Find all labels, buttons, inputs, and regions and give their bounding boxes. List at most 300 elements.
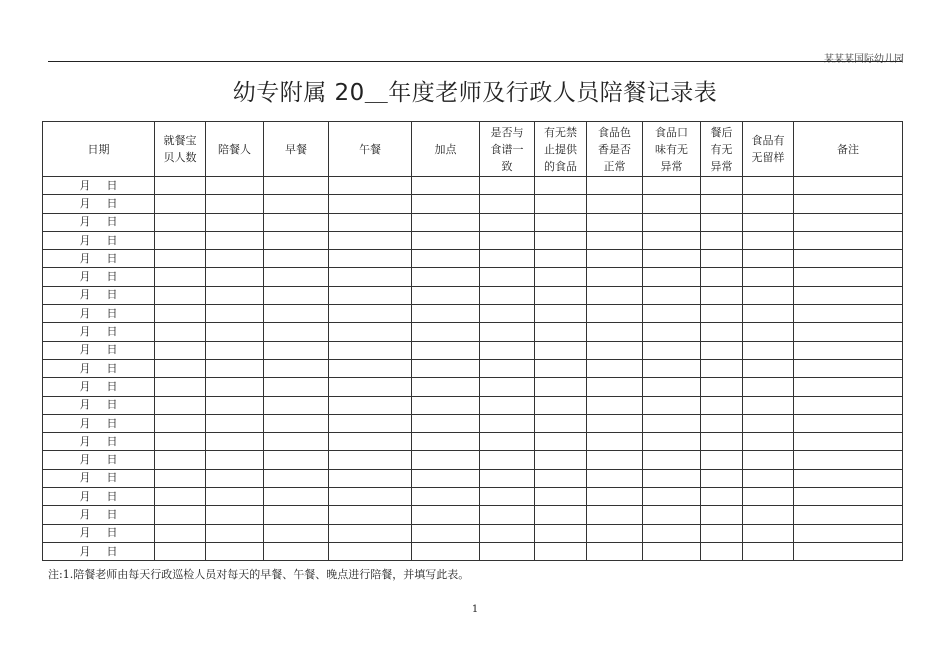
blank-cell[interactable] xyxy=(701,542,743,560)
blank-cell[interactable] xyxy=(412,396,480,414)
blank-cell[interactable] xyxy=(701,305,743,323)
blank-cell[interactable] xyxy=(643,542,701,560)
month-label: 月 xyxy=(79,526,91,540)
blank-cell[interactable] xyxy=(587,341,643,359)
blank-cell[interactable] xyxy=(480,378,535,396)
blank-cell[interactable] xyxy=(701,524,743,542)
blank-cell[interactable] xyxy=(155,195,206,213)
blank-cell[interactable] xyxy=(701,433,743,451)
blank-cell[interactable] xyxy=(412,506,480,524)
blank-cell[interactable] xyxy=(264,177,329,195)
blank-cell[interactable] xyxy=(264,359,329,377)
blank-cell[interactable] xyxy=(587,250,643,268)
blank-cell[interactable] xyxy=(587,469,643,487)
blank-cell[interactable] xyxy=(535,341,587,359)
blank-cell[interactable] xyxy=(794,488,903,506)
blank-cell[interactable] xyxy=(587,286,643,304)
day-label: 日 xyxy=(106,379,118,393)
blank-cell[interactable] xyxy=(794,323,903,341)
blank-cell[interactable] xyxy=(743,195,794,213)
blank-cell[interactable] xyxy=(794,305,903,323)
blank-cell[interactable] xyxy=(701,469,743,487)
blank-cell[interactable] xyxy=(155,250,206,268)
blank-cell[interactable] xyxy=(535,488,587,506)
day-label: 日 xyxy=(106,325,118,339)
blank-cell[interactable] xyxy=(480,524,535,542)
blank-cell[interactable] xyxy=(155,378,206,396)
blank-cell[interactable] xyxy=(206,524,264,542)
blank-cell[interactable] xyxy=(643,506,701,524)
blank-cell[interactable] xyxy=(206,268,264,286)
blank-cell[interactable] xyxy=(743,268,794,286)
blank-cell[interactable] xyxy=(535,305,587,323)
blank-cell[interactable] xyxy=(206,305,264,323)
blank-cell[interactable] xyxy=(264,524,329,542)
blank-cell[interactable] xyxy=(535,378,587,396)
blank-cell[interactable] xyxy=(206,323,264,341)
month-label: 月 xyxy=(79,416,91,430)
blank-cell[interactable] xyxy=(480,213,535,231)
blank-cell[interactable] xyxy=(643,195,701,213)
blank-cell[interactable] xyxy=(701,177,743,195)
blank-cell[interactable] xyxy=(743,469,794,487)
blank-cell[interactable] xyxy=(206,213,264,231)
blank-cell[interactable] xyxy=(480,542,535,560)
blank-cell[interactable] xyxy=(743,542,794,560)
blank-cell[interactable] xyxy=(155,396,206,414)
blank-cell[interactable] xyxy=(206,341,264,359)
table-row xyxy=(43,268,903,286)
blank-cell[interactable] xyxy=(701,378,743,396)
blank-cell[interactable] xyxy=(155,177,206,195)
blank-cell[interactable] xyxy=(412,268,480,286)
blank-cell[interactable] xyxy=(329,469,412,487)
blank-cell[interactable] xyxy=(206,414,264,432)
day-label: 日 xyxy=(106,544,118,558)
date-cell xyxy=(43,250,155,268)
blank-cell[interactable] xyxy=(480,359,535,377)
blank-cell[interactable] xyxy=(412,524,480,542)
table-row xyxy=(43,506,903,524)
blank-cell[interactable] xyxy=(155,213,206,231)
blank-cell[interactable] xyxy=(701,488,743,506)
blank-cell[interactable] xyxy=(412,250,480,268)
blank-cell[interactable] xyxy=(329,488,412,506)
blank-cell[interactable] xyxy=(264,213,329,231)
blank-cell[interactable] xyxy=(587,213,643,231)
month-label: 月 xyxy=(79,361,91,375)
blank-cell[interactable] xyxy=(794,433,903,451)
blank-cell[interactable] xyxy=(587,396,643,414)
blank-cell[interactable] xyxy=(329,378,412,396)
blank-cell[interactable] xyxy=(155,469,206,487)
blank-cell[interactable] xyxy=(264,195,329,213)
blank-cell[interactable] xyxy=(587,359,643,377)
blank-cell[interactable] xyxy=(412,341,480,359)
blank-cell[interactable] xyxy=(587,231,643,249)
table-header-row xyxy=(43,122,903,177)
blank-cell[interactable] xyxy=(264,305,329,323)
blank-cell[interactable] xyxy=(743,177,794,195)
blank-cell[interactable] xyxy=(535,542,587,560)
blank-cell[interactable] xyxy=(155,286,206,304)
blank-cell[interactable] xyxy=(743,250,794,268)
blank-cell[interactable] xyxy=(206,195,264,213)
col-matches-menu xyxy=(480,122,535,177)
month-label: 月 xyxy=(79,178,91,192)
date-cell xyxy=(43,469,155,487)
blank-cell[interactable] xyxy=(480,433,535,451)
blank-cell[interactable] xyxy=(480,195,535,213)
blank-cell[interactable] xyxy=(643,286,701,304)
blank-cell[interactable] xyxy=(264,323,329,341)
blank-cell[interactable] xyxy=(587,506,643,524)
blank-cell[interactable] xyxy=(206,469,264,487)
blank-cell[interactable] xyxy=(794,213,903,231)
blank-cell[interactable] xyxy=(329,414,412,432)
blank-cell[interactable] xyxy=(743,323,794,341)
blank-cell[interactable] xyxy=(535,506,587,524)
blank-cell[interactable] xyxy=(743,524,794,542)
table-row xyxy=(43,378,903,396)
blank-cell[interactable] xyxy=(264,506,329,524)
blank-cell[interactable] xyxy=(264,396,329,414)
blank-cell[interactable] xyxy=(743,414,794,432)
month-label: 月 xyxy=(79,343,91,357)
blank-cell[interactable] xyxy=(206,177,264,195)
blank-cell[interactable] xyxy=(329,250,412,268)
blank-cell[interactable] xyxy=(643,231,701,249)
blank-cell[interactable] xyxy=(412,542,480,560)
blank-cell[interactable] xyxy=(480,341,535,359)
blank-cell[interactable] xyxy=(412,359,480,377)
blank-cell[interactable] xyxy=(155,451,206,469)
blank-cell[interactable] xyxy=(743,506,794,524)
blank-cell[interactable] xyxy=(264,469,329,487)
blank-cell[interactable] xyxy=(701,341,743,359)
blank-cell[interactable] xyxy=(412,305,480,323)
blank-cell[interactable] xyxy=(701,506,743,524)
page-title: 幼专附属 20＿年度老师及行政人员陪餐记录表 xyxy=(232,80,718,106)
blank-cell[interactable] xyxy=(794,469,903,487)
blank-cell[interactable] xyxy=(587,524,643,542)
blank-cell[interactable] xyxy=(587,433,643,451)
date-cell xyxy=(43,177,155,195)
blank-cell[interactable] xyxy=(412,195,480,213)
blank-cell[interactable] xyxy=(794,177,903,195)
blank-cell[interactable] xyxy=(794,506,903,524)
blank-cell[interactable] xyxy=(480,250,535,268)
table-row xyxy=(43,250,903,268)
blank-cell[interactable] xyxy=(412,177,480,195)
blank-cell[interactable] xyxy=(587,378,643,396)
blank-cell[interactable] xyxy=(587,195,643,213)
blank-cell[interactable] xyxy=(743,231,794,249)
blank-cell[interactable] xyxy=(206,231,264,249)
blank-cell[interactable] xyxy=(412,469,480,487)
blank-cell[interactable] xyxy=(480,396,535,414)
blank-cell[interactable] xyxy=(535,396,587,414)
col-remarks: 备注 xyxy=(794,122,903,177)
blank-cell[interactable] xyxy=(480,414,535,432)
blank-cell[interactable] xyxy=(480,268,535,286)
blank-cell[interactable] xyxy=(412,433,480,451)
blank-cell[interactable] xyxy=(535,414,587,432)
blank-cell[interactable] xyxy=(412,451,480,469)
col-after-meal-label: 餐后有无异常 xyxy=(710,125,733,173)
blank-cell[interactable] xyxy=(587,451,643,469)
blank-cell[interactable] xyxy=(264,341,329,359)
blank-cell[interactable] xyxy=(701,213,743,231)
col-lunch: 午餐 xyxy=(329,122,412,177)
meal-record-table xyxy=(42,121,903,561)
blank-cell[interactable] xyxy=(743,433,794,451)
blank-cell[interactable] xyxy=(329,451,412,469)
blank-cell[interactable] xyxy=(329,359,412,377)
blank-cell[interactable] xyxy=(480,488,535,506)
month-label: 月 xyxy=(79,453,91,467)
blank-cell[interactable] xyxy=(643,524,701,542)
blank-cell[interactable] xyxy=(643,414,701,432)
table-row xyxy=(43,488,903,506)
blank-cell[interactable] xyxy=(587,542,643,560)
blank-cell[interactable] xyxy=(412,213,480,231)
blank-cell[interactable] xyxy=(743,451,794,469)
blank-cell[interactable] xyxy=(206,286,264,304)
day-label: 日 xyxy=(106,507,118,521)
blank-cell[interactable] xyxy=(794,268,903,286)
blank-cell[interactable] xyxy=(206,542,264,560)
blank-cell[interactable] xyxy=(643,341,701,359)
footnote: 注:1.陪餐老师由每天行政巡检人员对每天的早餐、午餐、晚点进行陪餐，并填写此表。 xyxy=(48,568,470,581)
blank-cell[interactable] xyxy=(264,250,329,268)
blank-cell[interactable] xyxy=(743,396,794,414)
blank-cell[interactable] xyxy=(480,177,535,195)
blank-cell[interactable] xyxy=(794,378,903,396)
blank-cell[interactable] xyxy=(535,359,587,377)
blank-cell[interactable] xyxy=(535,286,587,304)
blank-cell[interactable] xyxy=(206,396,264,414)
blank-cell[interactable] xyxy=(155,305,206,323)
blank-cell[interactable] xyxy=(535,250,587,268)
blank-cell[interactable] xyxy=(743,378,794,396)
blank-cell[interactable] xyxy=(794,414,903,432)
blank-cell[interactable] xyxy=(701,268,743,286)
blank-cell[interactable] xyxy=(264,378,329,396)
day-label: 日 xyxy=(106,471,118,485)
blank-cell[interactable] xyxy=(155,488,206,506)
blank-cell[interactable] xyxy=(264,414,329,432)
blank-cell[interactable] xyxy=(701,323,743,341)
blank-cell[interactable] xyxy=(412,286,480,304)
date-cell xyxy=(43,286,155,304)
blank-cell[interactable] xyxy=(480,506,535,524)
blank-cell[interactable] xyxy=(329,177,412,195)
blank-cell[interactable] xyxy=(155,433,206,451)
blank-cell[interactable] xyxy=(412,323,480,341)
blank-cell[interactable] xyxy=(412,488,480,506)
table-row xyxy=(43,414,903,432)
blank-cell[interactable] xyxy=(480,231,535,249)
blank-cell[interactable] xyxy=(643,469,701,487)
blank-cell[interactable] xyxy=(206,250,264,268)
blank-cell[interactable] xyxy=(155,506,206,524)
blank-cell[interactable] xyxy=(412,414,480,432)
blank-cell[interactable] xyxy=(643,359,701,377)
blank-cell[interactable] xyxy=(264,231,329,249)
blank-cell[interactable] xyxy=(643,177,701,195)
blank-cell[interactable] xyxy=(264,286,329,304)
blank-cell[interactable] xyxy=(701,250,743,268)
blank-cell[interactable] xyxy=(206,378,264,396)
blank-cell[interactable] xyxy=(155,231,206,249)
blank-cell[interactable] xyxy=(643,451,701,469)
blank-cell[interactable] xyxy=(643,268,701,286)
table-row xyxy=(43,286,903,304)
blank-cell[interactable] xyxy=(206,506,264,524)
blank-cell[interactable] xyxy=(206,488,264,506)
col-companion: 陪餐人 xyxy=(206,122,264,177)
month-label: 月 xyxy=(79,379,91,393)
blank-cell[interactable] xyxy=(329,506,412,524)
blank-cell[interactable] xyxy=(329,542,412,560)
blank-cell[interactable] xyxy=(587,414,643,432)
day-label: 日 xyxy=(106,233,118,247)
blank-cell[interactable] xyxy=(155,323,206,341)
blank-cell[interactable] xyxy=(264,542,329,560)
blank-cell[interactable] xyxy=(155,268,206,286)
blank-cell[interactable] xyxy=(701,195,743,213)
date-cell xyxy=(43,414,155,432)
blank-cell[interactable] xyxy=(155,341,206,359)
blank-cell[interactable] xyxy=(535,469,587,487)
blank-cell[interactable] xyxy=(206,451,264,469)
blank-cell[interactable] xyxy=(480,305,535,323)
blank-cell[interactable] xyxy=(264,268,329,286)
blank-cell[interactable] xyxy=(701,451,743,469)
blank-cell[interactable] xyxy=(535,231,587,249)
blank-cell[interactable] xyxy=(701,231,743,249)
blank-cell[interactable] xyxy=(480,451,535,469)
blank-cell[interactable] xyxy=(794,250,903,268)
blank-cell[interactable] xyxy=(329,341,412,359)
blank-cell[interactable] xyxy=(743,305,794,323)
day-label: 日 xyxy=(106,434,118,448)
blank-cell[interactable] xyxy=(701,414,743,432)
blank-cell[interactable] xyxy=(587,177,643,195)
month-label: 月 xyxy=(79,270,91,284)
blank-cell[interactable] xyxy=(535,323,587,341)
blank-cell[interactable] xyxy=(643,396,701,414)
blank-cell[interactable] xyxy=(329,213,412,231)
blank-cell[interactable] xyxy=(480,286,535,304)
blank-cell[interactable] xyxy=(701,286,743,304)
date-cell xyxy=(43,359,155,377)
blank-cell[interactable] xyxy=(643,305,701,323)
blank-cell[interactable] xyxy=(329,268,412,286)
blank-cell[interactable] xyxy=(329,231,412,249)
blank-cell[interactable] xyxy=(794,231,903,249)
blank-cell[interactable] xyxy=(329,305,412,323)
blank-cell[interactable] xyxy=(743,488,794,506)
blank-cell[interactable] xyxy=(794,542,903,560)
blank-cell[interactable] xyxy=(701,359,743,377)
blank-cell[interactable] xyxy=(794,195,903,213)
blank-cell[interactable] xyxy=(535,268,587,286)
blank-cell[interactable] xyxy=(743,341,794,359)
date-cell xyxy=(43,451,155,469)
blank-cell[interactable] xyxy=(329,195,412,213)
month-label: 月 xyxy=(79,306,91,320)
blank-cell[interactable] xyxy=(155,542,206,560)
blank-cell[interactable] xyxy=(535,451,587,469)
blank-cell[interactable] xyxy=(743,359,794,377)
date-cell xyxy=(43,378,155,396)
blank-cell[interactable] xyxy=(535,213,587,231)
blank-cell[interactable] xyxy=(535,195,587,213)
blank-cell[interactable] xyxy=(643,323,701,341)
col-sample-kept-label: 食品有无留样 xyxy=(751,134,785,164)
blank-cell[interactable] xyxy=(643,433,701,451)
blank-cell[interactable] xyxy=(794,341,903,359)
blank-cell[interactable] xyxy=(329,396,412,414)
col-date: 日期 xyxy=(43,122,155,177)
blank-cell[interactable] xyxy=(587,268,643,286)
blank-cell[interactable] xyxy=(743,286,794,304)
blank-cell[interactable] xyxy=(743,213,794,231)
blank-cell[interactable] xyxy=(794,359,903,377)
blank-cell[interactable] xyxy=(701,396,743,414)
blank-cell[interactable] xyxy=(587,305,643,323)
blank-cell[interactable] xyxy=(155,359,206,377)
blank-cell[interactable] xyxy=(535,177,587,195)
blank-cell[interactable] xyxy=(412,378,480,396)
blank-cell[interactable] xyxy=(535,433,587,451)
blank-cell[interactable] xyxy=(794,286,903,304)
blank-cell[interactable] xyxy=(329,286,412,304)
blank-cell[interactable] xyxy=(643,213,701,231)
month-label: 月 xyxy=(79,215,91,229)
blank-cell[interactable] xyxy=(155,524,206,542)
blank-cell[interactable] xyxy=(480,469,535,487)
blank-cell[interactable] xyxy=(480,323,535,341)
blank-cell[interactable] xyxy=(643,488,701,506)
day-label: 日 xyxy=(106,215,118,229)
blank-cell[interactable] xyxy=(794,396,903,414)
col-after-meal xyxy=(701,122,743,177)
blank-cell[interactable] xyxy=(587,488,643,506)
blank-cell[interactable] xyxy=(794,451,903,469)
blank-cell[interactable] xyxy=(794,524,903,542)
blank-cell[interactable] xyxy=(155,414,206,432)
blank-cell[interactable] xyxy=(412,231,480,249)
blank-cell[interactable] xyxy=(535,524,587,542)
blank-cell[interactable] xyxy=(264,433,329,451)
blank-cell[interactable] xyxy=(264,488,329,506)
date-cell xyxy=(43,231,155,249)
blank-cell[interactable] xyxy=(206,433,264,451)
blank-cell[interactable] xyxy=(329,323,412,341)
blank-cell[interactable] xyxy=(264,451,329,469)
blank-cell[interactable] xyxy=(329,433,412,451)
blank-cell[interactable] xyxy=(643,250,701,268)
blank-cell[interactable] xyxy=(643,378,701,396)
col-prohibited-food xyxy=(535,122,587,177)
table-row xyxy=(43,524,903,542)
blank-cell[interactable] xyxy=(206,359,264,377)
blank-cell[interactable] xyxy=(587,323,643,341)
blank-cell[interactable] xyxy=(329,524,412,542)
